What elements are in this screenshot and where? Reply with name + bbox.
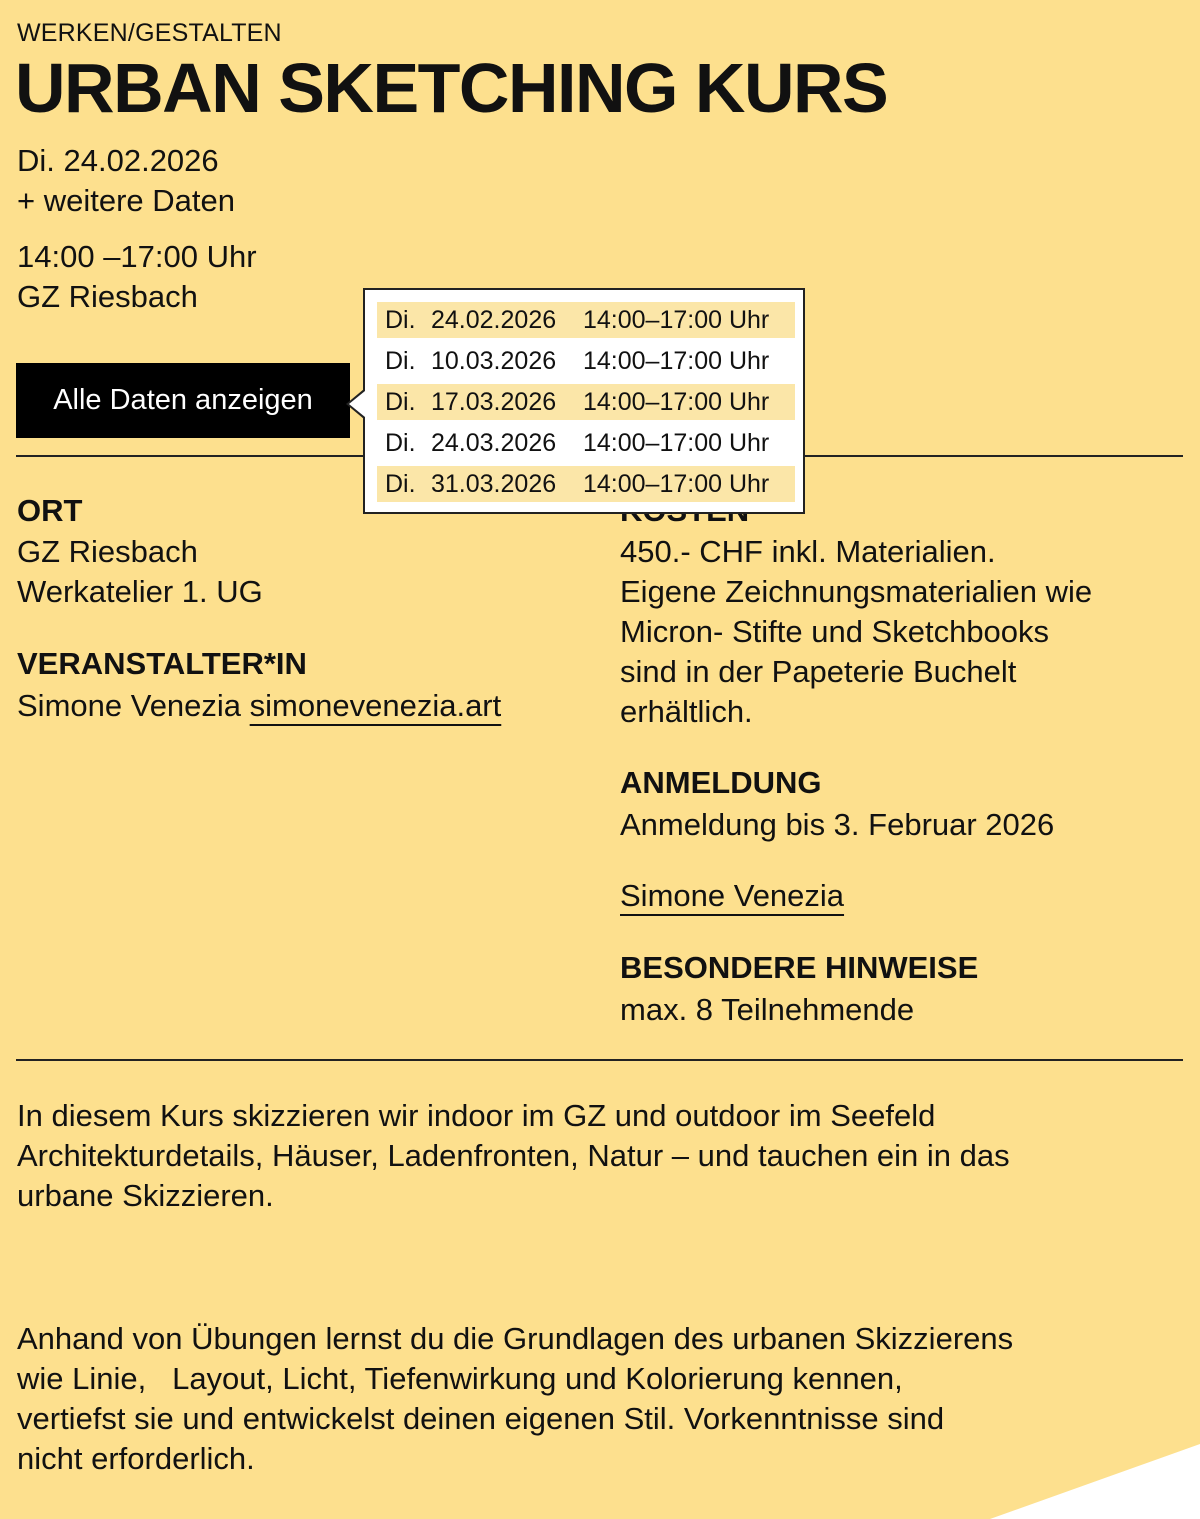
hinweise-text: max. 8 Teilnehmende: [620, 992, 915, 1027]
veranstalter-website-link[interactable]: simonevenezia.art: [249, 688, 502, 723]
ort-line: GZ Riesbach: [17, 534, 198, 569]
all-dates-popup: [363, 288, 805, 514]
description-line: vertiefst sie und entwickelst deinen eigenen Stil. Vorkenntnisse sind: [17, 1401, 945, 1436]
ort-room: Werkatelier 1. UG: [17, 574, 263, 609]
date-time: 14:00–17:00 Uhr: [583, 306, 770, 334]
date-row: [377, 302, 795, 338]
veranstalter-label: VERANSTALTER*IN: [17, 646, 307, 681]
date-day: Di.: [385, 429, 416, 457]
kosten-line: sind in der Papeterie Buchelt: [620, 654, 1017, 689]
veranstalter-name: Simone Venezia: [17, 688, 242, 723]
event-date: Di. 24.02.2026: [17, 143, 219, 178]
hinweise-label: BESONDERE HINWEISE: [620, 950, 979, 985]
popup-pointer-fill: [349, 391, 365, 417]
description-line: Anhand von Übungen lernst du die Grundlagen des urbanen Skizzierens: [17, 1321, 1014, 1356]
date-value: 24.03.2026: [431, 429, 557, 457]
date-row: [377, 343, 795, 379]
event-venue: GZ Riesbach: [17, 279, 198, 314]
all-dates-button[interactable]: Alle Daten anzeigen: [16, 363, 350, 438]
event-category: WERKEN/GESTALTEN: [17, 19, 282, 47]
date-value: 17.03.2026: [431, 388, 557, 416]
date-time: 14:00–17:00 Uhr: [583, 388, 770, 416]
date-value: 24.02.2026: [431, 306, 557, 334]
date-row: [377, 466, 795, 502]
date-day: Di.: [385, 347, 416, 375]
veranstalter-row: [17, 686, 501, 726]
date-time: 14:00–17:00 Uhr: [583, 347, 770, 375]
description-line: Architekturdetails, Häuser, Ladenfronten, Natur – und tauchen ein in das: [17, 1138, 1010, 1173]
date-time: 14:00–17:00 Uhr: [583, 470, 770, 498]
date-row: [377, 384, 795, 420]
ort-label: ORT: [17, 493, 83, 528]
description-line: wie Linie, Layout, Licht, Tiefenwirkung und Kolorierung kennen,: [17, 1361, 903, 1396]
event-title: URBAN SKETCHING KURS: [15, 49, 888, 127]
kosten-line: Micron- Stifte und Sketchbooks: [620, 614, 1050, 649]
kosten-line: 450.- CHF inkl. Materialien.: [620, 534, 996, 569]
description-paragraph: [17, 1096, 1187, 1216]
divider: [16, 1059, 1183, 1061]
date-day: Di.: [385, 388, 416, 416]
anmeldung-label: ANMELDUNG: [620, 765, 822, 800]
date-time: 14:00–17:00 Uhr: [583, 429, 770, 457]
description-line: In diesem Kurs skizzieren wir indoor im GZ und outdoor im Seefeld: [17, 1098, 936, 1133]
date-row: [377, 425, 795, 461]
anmeldung-row: [620, 876, 844, 916]
date-value: 31.03.2026: [431, 470, 557, 498]
anmeldung-contact-link[interactable]: Simone Venezia: [620, 878, 845, 913]
date-day: Di.: [385, 470, 416, 498]
kosten-line: erhältlich.: [620, 694, 753, 729]
date-value: 10.03.2026: [431, 347, 557, 375]
event-time: 14:00 –17:00 Uhr: [17, 239, 257, 274]
anmeldung-text: Anmeldung bis 3. Februar 2026: [620, 807, 1055, 842]
date-day: Di.: [385, 306, 416, 334]
description-line: urbane Skizzieren.: [17, 1178, 274, 1213]
description-paragraph: [17, 1319, 1187, 1479]
more-dates-text: + weitere Daten: [17, 183, 235, 218]
description-line: nicht erforderlich.: [17, 1441, 255, 1476]
kosten-line: Eigene Zeichnungsmaterialien wie: [620, 574, 1093, 609]
